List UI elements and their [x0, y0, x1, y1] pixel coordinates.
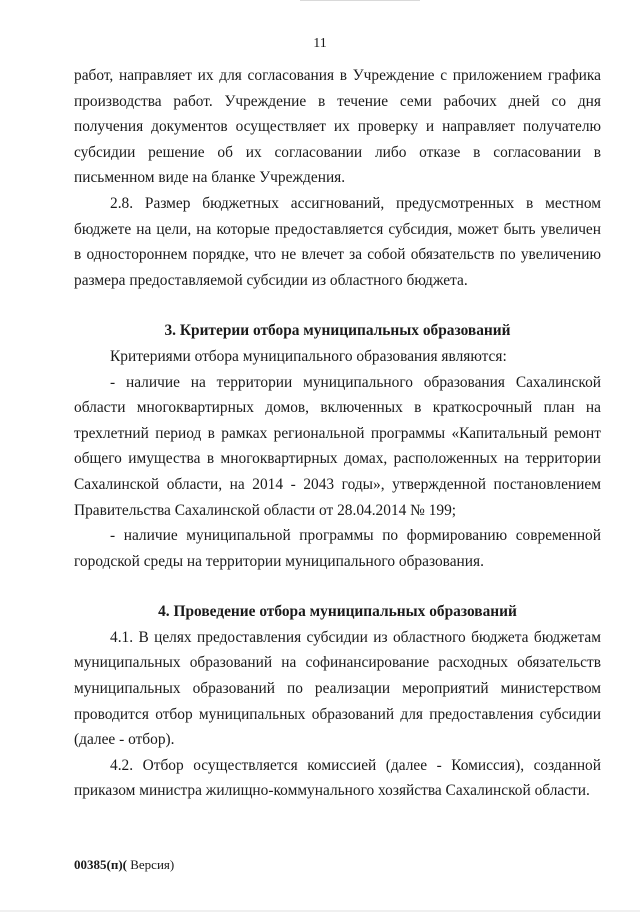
- section-3-item-1: - наличие на территории муниципального образования Сахалинской области многоквартирных домов, включенных в краткосрочный план на трехлетний период в рамках региональной программы «Капитальный ремонт общего имущества в многоквартирных домах, расположенных на территории Сахалинской области, на 2014 - 2043 годы», утвержденной постановлением Правительства Сахалинской области от 28.04.2014 № 199;: [74, 373, 601, 519]
- paragraph-2-8: 2.8. Размер бюджетных ассигнований, предусмотренных в местном бюджете на цели, на которые предоставляется субсидия, может быть увеличен в одностороннем порядке, что не влечет за собой обязательств по увеличению размера предоставляемой субсидии из областного бюджета.: [74, 194, 601, 289]
- page-number: 11: [313, 36, 327, 51]
- section-4-heading: 4. Проведение отбора муниципальных образований: [158, 603, 517, 621]
- section-3-intro: Критериями отбора муниципального образования являются:: [110, 347, 507, 365]
- section-gap: [74, 293, 601, 318]
- paragraph-continuation: работ, направляет их для согласования в Учреждение с приложением графика производства работ. Учреждение в течение семи рабочих дней со дня получения документов осуществляет их проверку и направляет получателю субсидии решение об их согласовании либо отказе в согласовании в письменном виде на бланке Учреждения.: [74, 67, 601, 187]
- section-3-item-2: - наличие муниципальной программы по формированию современной городской среды на территории муниципального образования.: [74, 527, 601, 570]
- document-body: [74, 63, 601, 804]
- footer-version: Версия): [126, 857, 175, 872]
- paragraph-4-1: 4.1. В целях предоставления субсидии из областного бюджета бюджетам муниципальных образований на софинансирование расходных обязательств муниципальных образований по реализации мероприятий министерством проводится отбор муниципальных образований для предоставления субсидии (далее - отбор).: [74, 628, 601, 749]
- paragraph-4-2: 4.2. Отбор осуществляется комиссией (далее - Комиссия), созданной приказом министра жилищно-коммунального хозяйства Сахалинской области.: [74, 756, 601, 800]
- top-edge-line: [300, 0, 420, 1]
- section-gap: [74, 574, 601, 599]
- section-3-heading: 3. Критерии отбора муниципальных образований: [164, 322, 511, 340]
- footer-document-code: [74, 857, 174, 873]
- footer-code: 00385(п)(: [74, 857, 127, 872]
